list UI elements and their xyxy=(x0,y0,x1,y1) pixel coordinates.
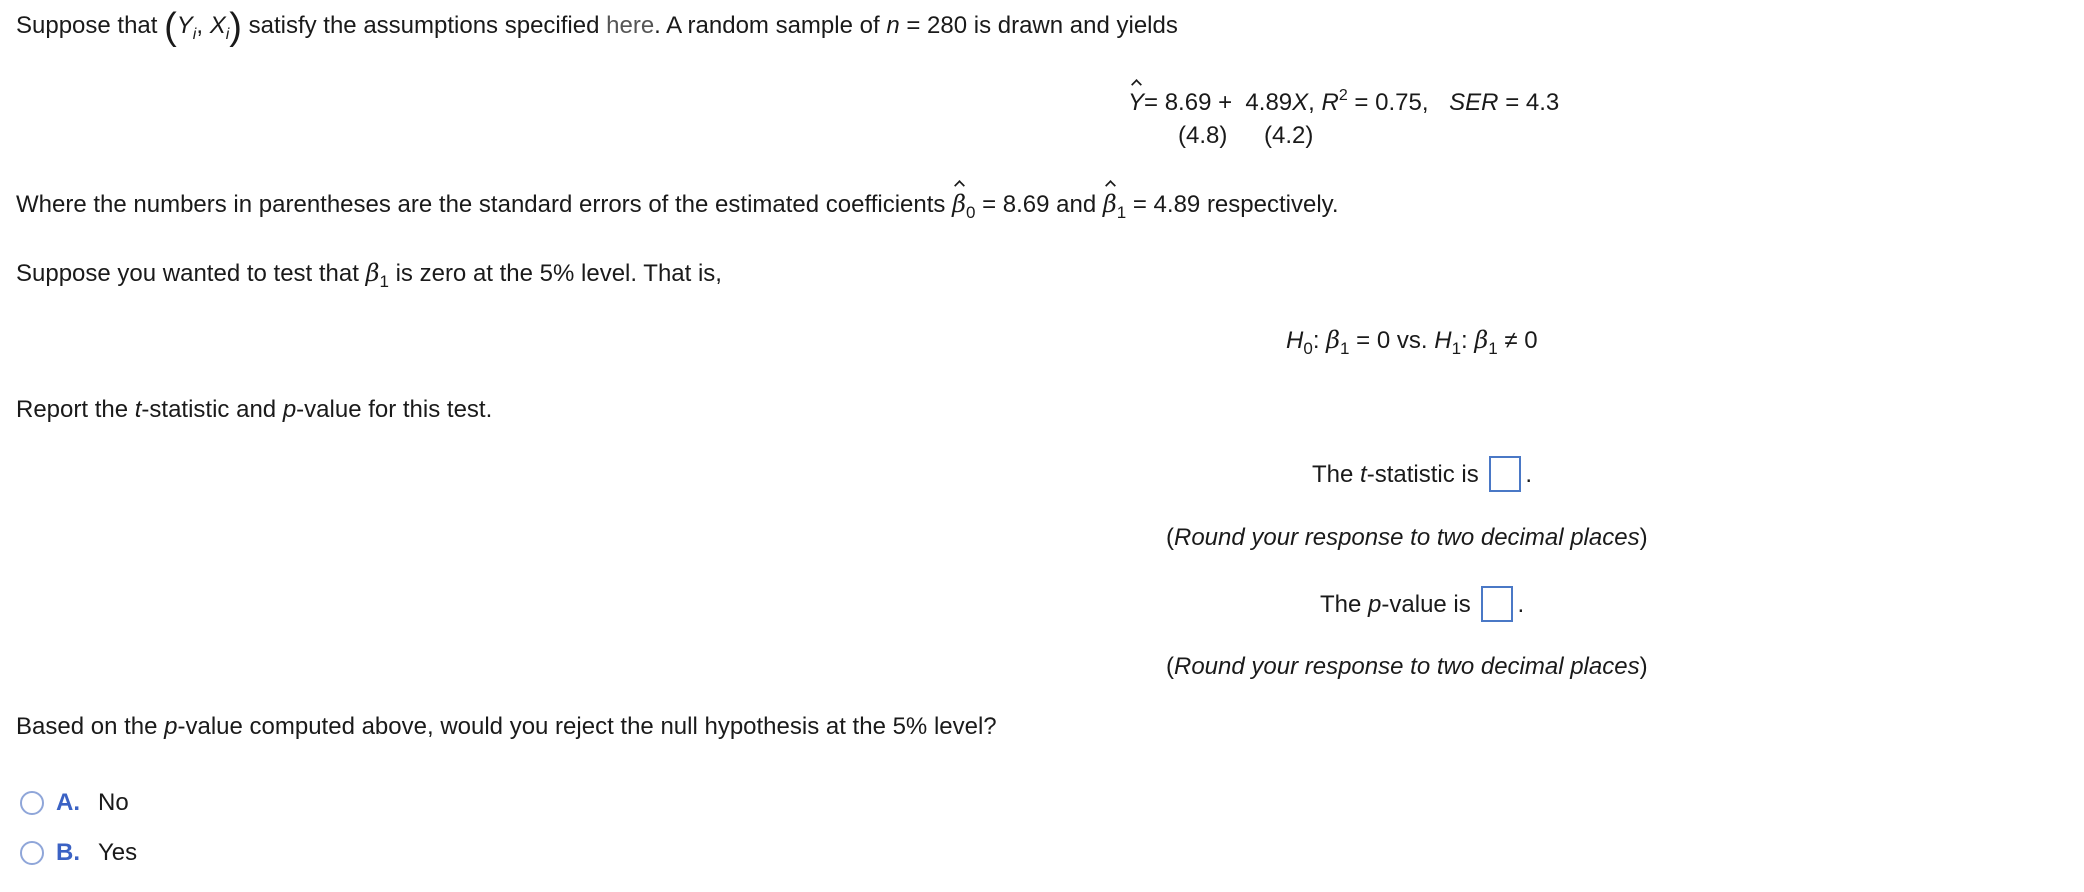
answer-label: The xyxy=(1312,461,1354,488)
suppose-text: Suppose you wanted to test that xyxy=(16,260,359,287)
var-r: R xyxy=(1321,89,1339,116)
report-line xyxy=(16,396,492,425)
var-x: X xyxy=(209,12,226,39)
radio-button[interactable] xyxy=(20,841,44,865)
sub-1: 1 xyxy=(1451,339,1462,358)
sub-1: 1 xyxy=(1116,203,1127,222)
report-text: -statistic and xyxy=(141,396,277,423)
report-text: Report the xyxy=(16,396,129,423)
y-hat: Y xyxy=(1128,89,1145,116)
p-var: p xyxy=(164,713,178,740)
period: . xyxy=(1525,461,1533,488)
radio-button[interactable] xyxy=(20,791,44,815)
sub-i: i xyxy=(192,26,197,43)
hypothesis xyxy=(1286,326,1538,359)
reject-question xyxy=(16,713,997,742)
var-y: Y xyxy=(176,12,193,39)
p-value-row xyxy=(1320,586,1524,622)
intro-text: satisfy the assumptions specified xyxy=(248,12,600,39)
null-value: = 0 vs. xyxy=(1356,327,1428,354)
sub-0: 0 xyxy=(1303,339,1313,358)
assumptions-link[interactable]: here xyxy=(606,12,655,39)
h0-label: H xyxy=(1286,327,1304,354)
answer-label: -statistic is xyxy=(1366,461,1479,488)
where-text: Where the numbers in parentheses are the standard errors of the estimated coefficients xyxy=(16,191,946,218)
t-var: t xyxy=(134,396,142,423)
r-squared-exponent: 2 xyxy=(1338,87,1348,104)
paren-close: ) xyxy=(1639,653,1648,680)
option-label: No xyxy=(98,789,129,816)
comma: , xyxy=(196,12,204,39)
beta0-value: = 8.69 and xyxy=(982,191,1097,218)
sub-1: 1 xyxy=(1340,339,1350,358)
beta1-value: = 4.89 respectively. xyxy=(1132,191,1339,218)
ser-value: = 4.3 xyxy=(1505,89,1560,116)
p-var: p xyxy=(282,396,297,423)
t-round-note xyxy=(1166,524,1648,553)
colon: : xyxy=(1461,327,1468,354)
sub-0: 0 xyxy=(965,203,976,222)
p-var: p xyxy=(1368,591,1382,618)
intro-text: . A random sample of xyxy=(654,12,880,39)
t-statistic-row xyxy=(1312,456,1532,492)
answer-label: -value is xyxy=(1381,591,1471,618)
round-note-text: Round your response to two decimal places xyxy=(1174,524,1640,551)
p-value-input[interactable] xyxy=(1481,586,1513,622)
option-a[interactable] xyxy=(20,789,129,818)
sub-1: 1 xyxy=(1488,339,1498,358)
intro-line xyxy=(16,8,1178,46)
option-b[interactable] xyxy=(20,839,137,868)
paren-close: ) xyxy=(1639,524,1648,551)
regression-equation xyxy=(1128,86,1559,118)
intro-text: Suppose that xyxy=(16,12,158,39)
sub-i: i xyxy=(225,26,230,43)
beta-hat-1: β xyxy=(1102,190,1117,218)
r-squared-value: = 0.75, xyxy=(1354,89,1429,116)
se-slope: (4.2) xyxy=(1264,122,1314,149)
option-letter: A. xyxy=(56,789,80,816)
option-letter: B. xyxy=(56,839,80,866)
paren-open: ( xyxy=(1166,524,1174,551)
t-statistic-input[interactable] xyxy=(1489,456,1521,492)
option-label: Yes xyxy=(98,839,138,866)
paren-open: ( xyxy=(1166,653,1174,680)
beta: β xyxy=(1326,326,1341,354)
alt-value: ≠ 0 xyxy=(1504,327,1538,354)
colon: : xyxy=(1312,327,1320,354)
question-text: -value computed above, would you reject the null hypothesis at the 5% level? xyxy=(177,713,997,740)
intro-text: = 280 is drawn and yields xyxy=(906,12,1178,39)
period: . xyxy=(1517,591,1525,618)
suppose-text: is zero at the 5% level. That is, xyxy=(395,260,722,287)
comma: , xyxy=(1308,89,1315,116)
paren-open: ( xyxy=(164,6,177,48)
question-text: Based on the xyxy=(16,713,158,740)
answer-label: The xyxy=(1320,591,1362,618)
suppose-line xyxy=(16,259,722,292)
round-note-text: Round your response to two decimal places xyxy=(1174,653,1640,680)
var-n: n xyxy=(886,12,900,39)
h1-label: H xyxy=(1434,327,1452,354)
t-var: t xyxy=(1360,461,1367,488)
se-intercept: (4.8) xyxy=(1178,122,1228,149)
beta: β xyxy=(365,259,380,287)
where-line xyxy=(16,190,1339,223)
beta-hat-0: β xyxy=(952,190,966,218)
paren-close: ) xyxy=(229,6,242,48)
standard-errors xyxy=(1178,122,1313,151)
equation-terms: = 8.69 + 4.89 xyxy=(1144,89,1293,116)
report-text: -value for this test. xyxy=(296,396,493,423)
sub-1: 1 xyxy=(379,272,389,291)
beta: β xyxy=(1474,326,1489,354)
p-round-note xyxy=(1166,653,1648,682)
var-x: X xyxy=(1292,89,1309,116)
ser-label: SER xyxy=(1449,89,1499,116)
